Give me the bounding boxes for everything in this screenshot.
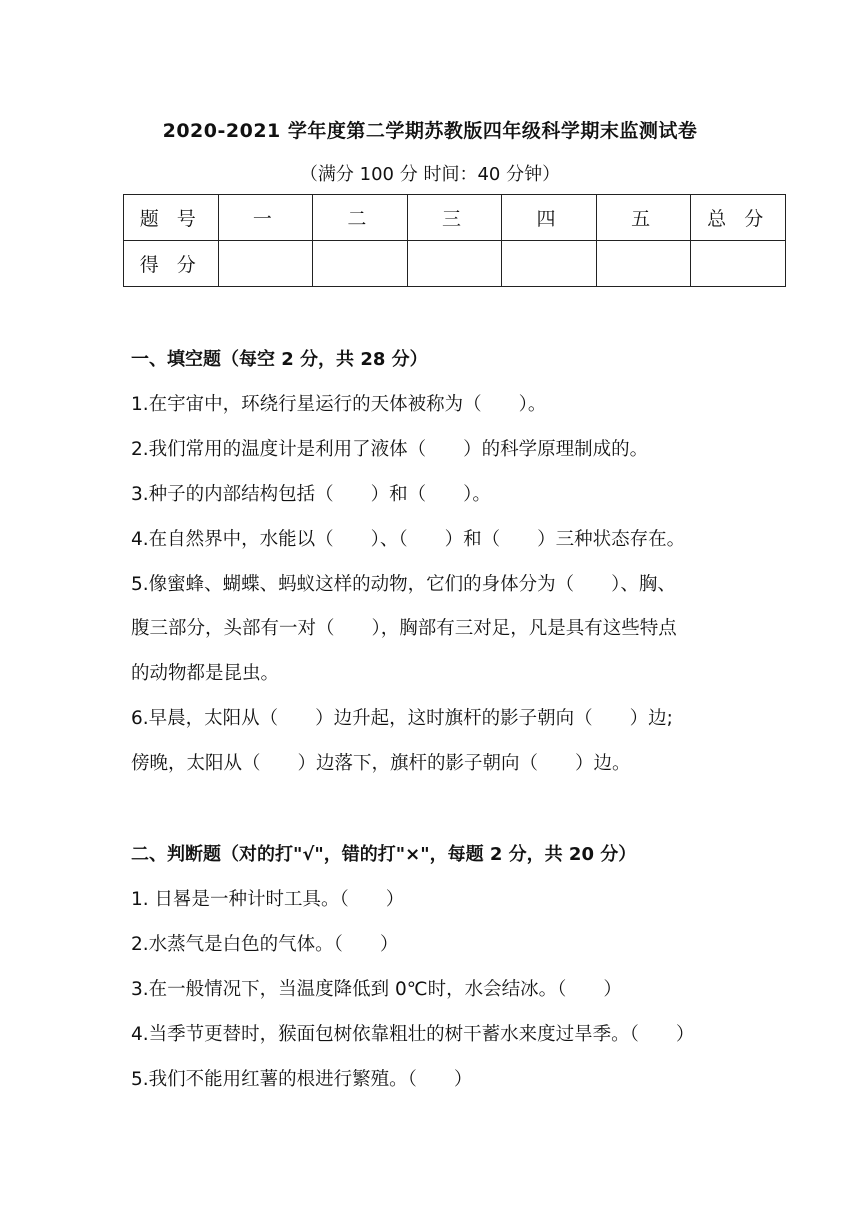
score-blank-cell — [502, 241, 597, 287]
section1-line: 腹三部分，头部有一对（ ），胸部有三对足，凡是具有这些特点 — [131, 618, 677, 639]
section2-line: 5.我们不能用红薯的根进行繁殖。（ ） — [131, 1069, 473, 1090]
score-blank-cell — [691, 241, 786, 287]
score-header-cell: 五 — [596, 195, 691, 241]
score-blank-cell — [407, 241, 502, 287]
score-blank-cell — [218, 241, 313, 287]
score-table-header-row — [124, 195, 786, 241]
section2-line: 3.在一般情况下，当温度降低到 0℃时，水会结冰。（ ） — [131, 979, 622, 1000]
section2-title: 二、判断题（对的打"√"，错的打"×"，每题 2 分，共 20 分） — [131, 844, 637, 865]
section1-line: 6.早晨，太阳从（ ）边升起，这时旗杆的影子朝向（ ）边; — [131, 708, 673, 729]
score-header-cell: 三 — [407, 195, 502, 241]
score-table-score-row — [124, 241, 786, 287]
score-header-cell: 题 号 — [124, 195, 219, 241]
score-row-label: 得 分 — [124, 241, 219, 287]
section1-line: 的动物都是昆虫。 — [131, 663, 280, 684]
section1-line: 4.在自然界中，水能以（ ）、（ ）和（ ）三种状态存在。 — [131, 529, 686, 550]
section1-line: 5.像蜜蜂、蝴蝶、蚂蚁这样的动物，它们的身体分为（ ）、胸、 — [131, 574, 676, 595]
section1-title: 一、填空题（每空 2 分，共 28 分） — [131, 349, 428, 370]
section1-line: 2.我们常用的温度计是利用了液体（ ）的科学原理制成的。 — [131, 439, 649, 460]
score-header-cell: 总 分 — [691, 195, 786, 241]
section1-line: 傍晚，太阳从（ ）边落下，旗杆的影子朝向（ ）边。 — [131, 753, 631, 774]
score-header-cell: 四 — [502, 195, 597, 241]
score-header-cell: 一 — [218, 195, 313, 241]
section2-line: 1. 日晷是一种计时工具。（ ） — [131, 889, 405, 910]
section2-line: 4.当季节更替时，猴面包树依靠粗壮的树干蓄水来度过旱季。（ ） — [131, 1024, 695, 1045]
section1-line: 1.在宇宙中，环绕行星运行的天体被称为（ ）。 — [131, 394, 547, 415]
section2-line: 2.水蒸气是白色的气体。（ ） — [131, 934, 399, 955]
score-blank-cell — [596, 241, 691, 287]
score-table — [123, 194, 786, 287]
section1-line: 3.种子的内部结构包括（ ）和（ ）。 — [131, 484, 491, 505]
exam-title: 2020-2021 学年度第二学期苏教版四年级科学期末监测试卷 — [162, 120, 698, 142]
score-header-cell: 二 — [313, 195, 408, 241]
score-blank-cell — [313, 241, 408, 287]
exam-subtitle: （满分 100 分 时间：40 分钟） — [299, 164, 561, 185]
